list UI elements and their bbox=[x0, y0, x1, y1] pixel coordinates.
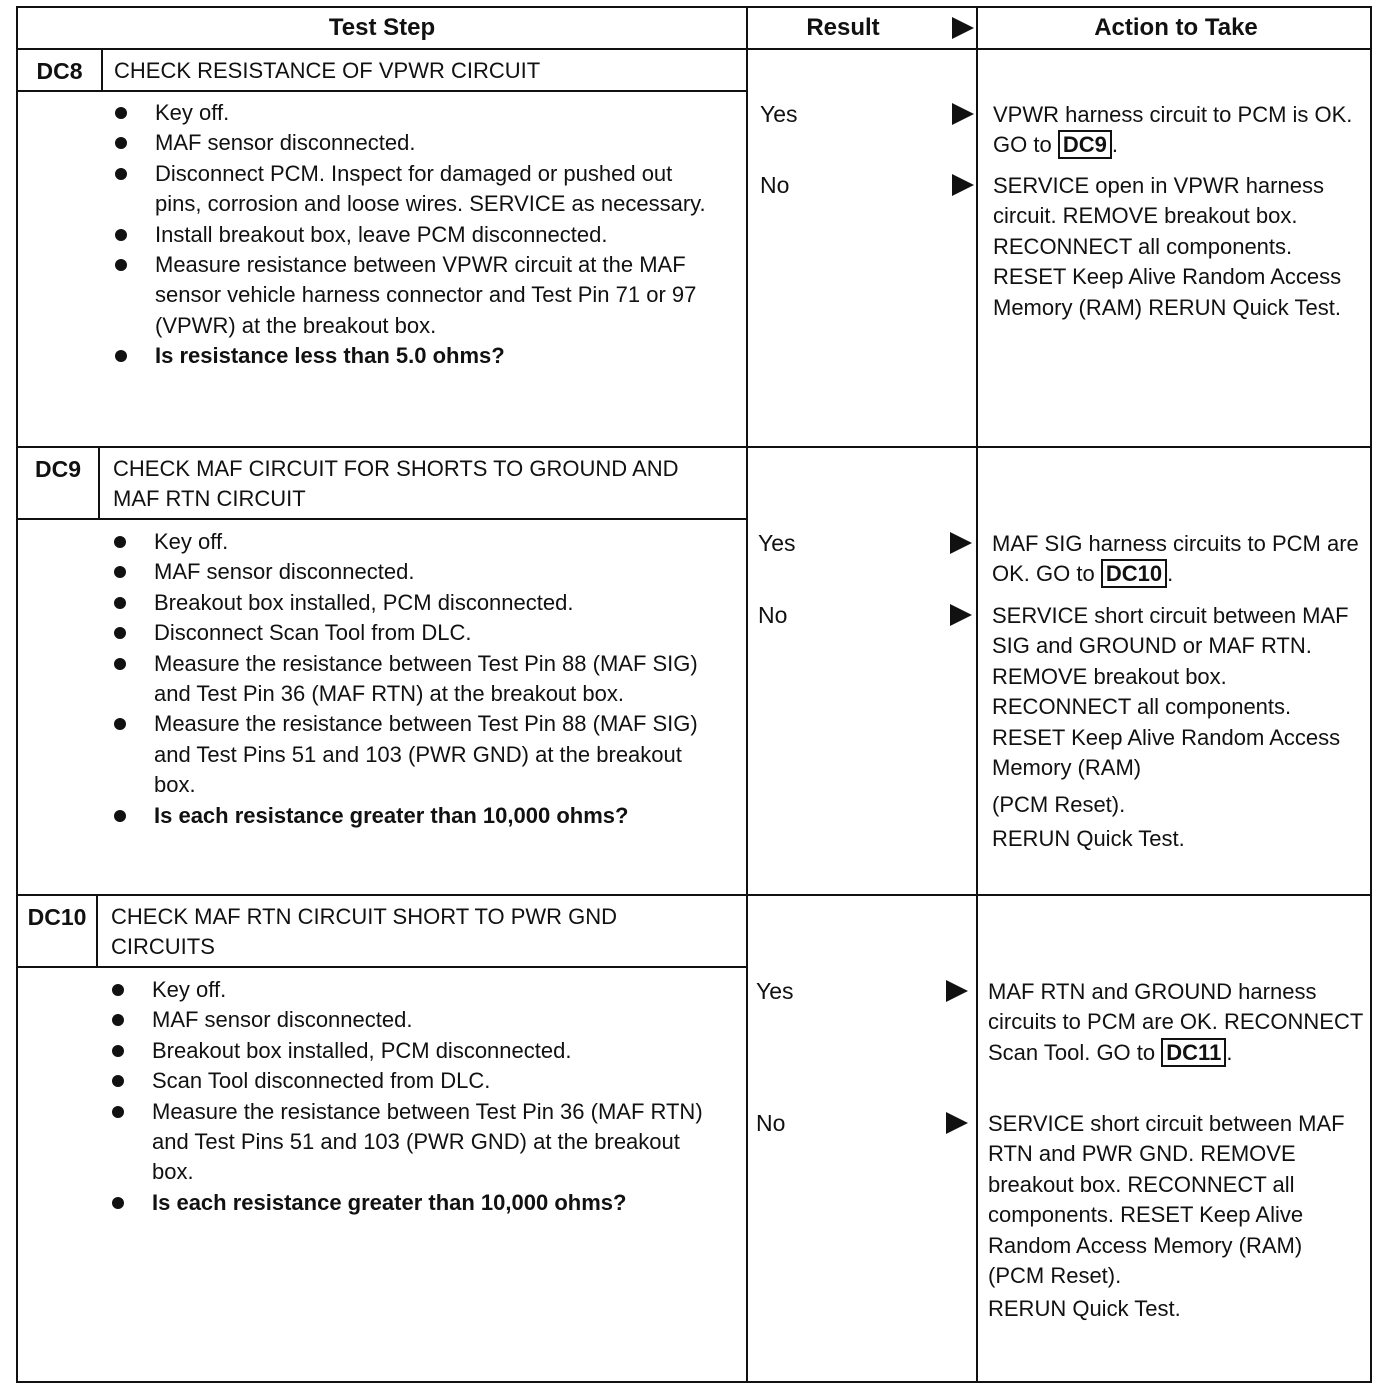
step-code: DC8 bbox=[36, 58, 83, 84]
list-item: Breakout box installed, PCM disconnected. bbox=[114, 588, 714, 618]
result-yes: Yes bbox=[758, 530, 796, 556]
question: Is resistance less than 5.0 ohms? bbox=[115, 341, 715, 371]
header-test-step: Test Step bbox=[328, 14, 436, 41]
list-item: MAF sensor disconnected. bbox=[114, 557, 714, 587]
step-code: DC10 bbox=[27, 904, 87, 930]
list-item: Measure the resistance between Test Pin 88 (MAF SIG) and Test Pins 51 and 103 (PWR GND) at the breakout box. bbox=[114, 709, 714, 800]
result-yes: Yes bbox=[760, 101, 798, 127]
step-dc9 bbox=[18, 448, 1370, 894]
step-list bbox=[114, 527, 714, 831]
list-item: Measure the resistance between Test Pin 88 (MAF SIG) and Test Pin 36 (MAF RTN) at the breakout box. bbox=[114, 649, 714, 710]
list-item: Key off. bbox=[115, 98, 715, 128]
arrow-icon bbox=[950, 532, 972, 559]
diagnostic-table bbox=[16, 6, 1372, 1383]
arrow-icon bbox=[952, 174, 974, 201]
result-yes: Yes bbox=[756, 978, 794, 1004]
result-no: No bbox=[760, 172, 790, 198]
list-item: Disconnect Scan Tool from DLC. bbox=[114, 618, 714, 648]
yes-action: MAF RTN and GROUND harness circuits to PCM are OK. RECONNECT Scan Tool. GO to DC11 . bbox=[988, 979, 1363, 1065]
goto-dc11-link[interactable]: DC11 bbox=[1161, 1038, 1226, 1067]
step-code: DC9 bbox=[34, 456, 81, 482]
question: Is each resistance greater than 10,000 ohms? bbox=[112, 1188, 652, 1218]
goto-dc10-link[interactable]: DC10 bbox=[1101, 559, 1167, 588]
list-item: Measure the resistance between Test Pin 36 (MAF RTN) and Test Pins 51 and 103 (PWR GND) at the breakout box. bbox=[112, 1097, 712, 1188]
no-action: SERVICE short circuit between MAF SIG and GROUND or MAF RTN. REMOVE breakout box. RECONNECT all components. RESET Keep Alive Random Access Memory (RAM) (PCM Reset). RERUN Quick Test. bbox=[992, 603, 1349, 851]
step-title: CHECK RESISTANCE OF VPWR CIRCUIT bbox=[114, 58, 541, 83]
step-dc8 bbox=[18, 50, 1370, 446]
arrow-icon bbox=[952, 103, 974, 130]
header-action: Action to Take bbox=[1094, 14, 1258, 41]
header-result: Result bbox=[806, 14, 880, 41]
yes-action: VPWR harness circuit to PCM is OK. GO to DC9 . bbox=[993, 102, 1353, 158]
no-action: SERVICE open in VPWR harness circuit. REMOVE breakout box. RECONNECT all components. RESET Keep Alive Random Access Memory (RAM) RERUN Quick Test. bbox=[993, 173, 1342, 320]
result-no: No bbox=[758, 602, 788, 628]
list-item: MAF sensor disconnected. bbox=[115, 128, 715, 158]
result-no: No bbox=[756, 1110, 786, 1136]
arrow-icon bbox=[946, 980, 968, 1007]
question: Is each resistance greater than 10,000 ohms? bbox=[114, 801, 654, 831]
arrow-icon bbox=[946, 1112, 968, 1139]
list-item: Install breakout box, leave PCM disconnected. bbox=[115, 220, 715, 250]
arrow-icon bbox=[950, 604, 972, 631]
list-item: Disconnect PCM. Inspect for damaged or pushed out pins, corrosion and loose wires. SERVICE as necessary. bbox=[115, 159, 715, 220]
list-item: MAF sensor disconnected. bbox=[112, 1005, 712, 1035]
list-item: Key off. bbox=[114, 527, 714, 557]
step-list bbox=[112, 975, 712, 1218]
step-title: CHECK MAF CIRCUIT FOR SHORTS TO GROUND AND MAF RTN CIRCUIT bbox=[113, 456, 679, 511]
list-item: Measure resistance between VPWR circuit at the MAF sensor vehicle harness connector and Test Pin 71 or 97 (VPWR) at the breakout box. bbox=[115, 250, 715, 341]
header-arrow-icon bbox=[952, 17, 974, 44]
goto-dc9-link[interactable]: DC9 bbox=[1058, 130, 1112, 159]
yes-action: MAF SIG harness circuits to PCM are OK. GO to DC10 . bbox=[992, 531, 1359, 587]
list-item: Scan Tool disconnected from DLC. bbox=[112, 1066, 712, 1096]
step-dc10 bbox=[18, 896, 1370, 1383]
step-list bbox=[115, 98, 715, 372]
step-title: CHECK MAF RTN CIRCUIT SHORT TO PWR GND CIRCUITS bbox=[111, 904, 618, 959]
list-item: Key off. bbox=[112, 975, 712, 1005]
no-action: SERVICE short circuit between MAF RTN and PWR GND. REMOVE breakout box. RECONNECT all components. RESET Keep Alive Random Access Memory (RAM) (PCM Reset). RERUN Quick Test. bbox=[988, 1111, 1345, 1322]
list-item: Breakout box installed, PCM disconnected. bbox=[112, 1036, 712, 1066]
